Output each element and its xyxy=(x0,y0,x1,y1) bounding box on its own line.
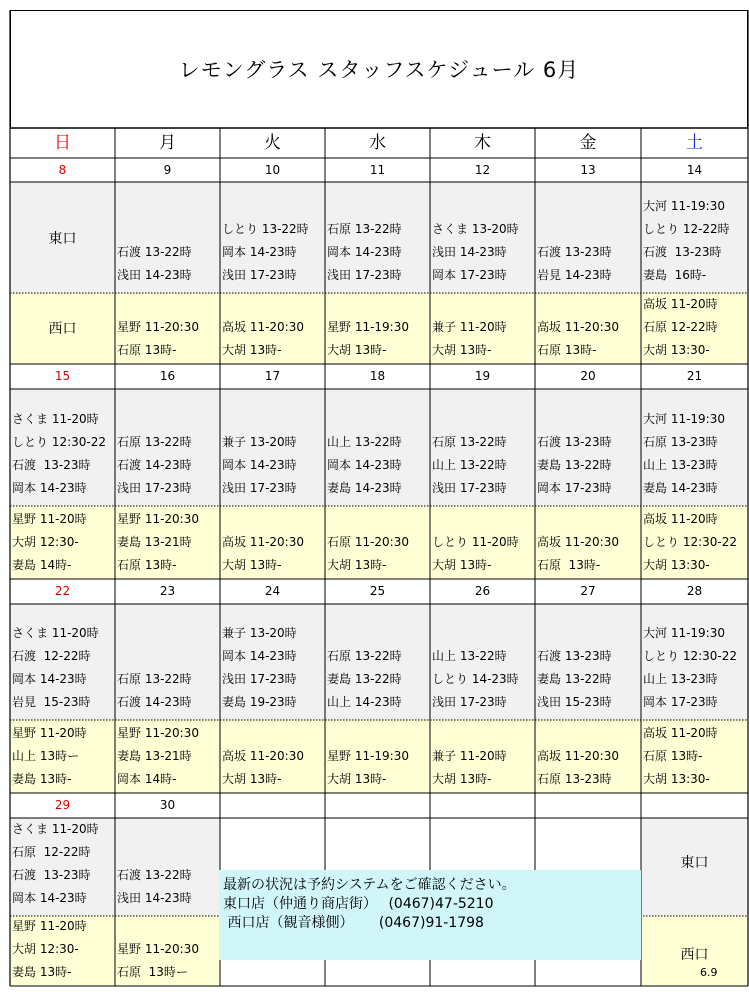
date-number: 13 xyxy=(580,163,596,177)
weekday-header: 金 xyxy=(579,133,597,153)
shift-entry: 山上 14-23時 xyxy=(327,695,402,709)
date-number: 17 xyxy=(264,369,281,383)
shift-entry: 高坂 11-20:30 xyxy=(222,535,304,549)
shift-entry: 兼子 13-20時 xyxy=(222,435,297,449)
shift-entry: 石原 13時- xyxy=(537,343,597,357)
shift-entry: 高坂 11-20時 xyxy=(643,297,718,311)
date-number: 27 xyxy=(580,584,596,598)
shift-entry: 石渡 13-23時 xyxy=(537,245,612,259)
shift-entry: 岡本 14-23時 xyxy=(222,649,297,663)
location-east-label: 東口 xyxy=(48,231,77,247)
shift-entry: 石原 13-22時 xyxy=(327,222,402,236)
shift-entry: 浅田 15-23時 xyxy=(537,695,612,709)
weekday-header: 木 xyxy=(474,133,491,153)
shift-entry: 石渡 13-23時 xyxy=(12,868,91,882)
date-number: 24 xyxy=(264,584,281,598)
shift-entry: 浅田 17-23時 xyxy=(432,695,507,709)
date-number: 15 xyxy=(54,369,71,383)
date-number xyxy=(325,793,430,817)
shift-entry: 岡本 17-23時 xyxy=(643,695,718,709)
shift-entry: 石原 11-20:30 xyxy=(327,535,409,549)
shift-entry: 星野 11-20時 xyxy=(12,726,87,740)
shift-entry: 岡本 14時- xyxy=(117,772,177,786)
shift-entry: 星野 11-20:30 xyxy=(117,320,199,334)
date-number xyxy=(430,793,535,817)
shift-entry: 大河 11-19:30 xyxy=(643,199,725,213)
shift-entry: 大胡 12:30- xyxy=(12,535,79,549)
shift-entry: 岡本 14-23時 xyxy=(327,458,402,472)
date-number: 10 xyxy=(264,163,281,177)
shift-entry: 妻島 13-22時 xyxy=(537,672,612,686)
shift-entry: 浅田 17-23時 xyxy=(432,481,507,495)
shift-entry: 高坂 11-20時 xyxy=(643,726,718,740)
date-number xyxy=(535,793,641,817)
shift-entry: 星野 11-20時 xyxy=(12,512,87,526)
shift-entry: 星野 11-19:30 xyxy=(327,320,409,334)
shift-entry: 妻島 13-21時 xyxy=(117,535,192,549)
shift-entry: 山上 13-23時 xyxy=(643,672,718,686)
shift-entry: 石原 13時- xyxy=(643,749,703,763)
weekday-header: 水 xyxy=(369,133,386,153)
shift-entry: 大河 11-19:30 xyxy=(643,412,725,426)
shift-entry: 石渡 13-23時 xyxy=(537,649,612,663)
shift-entry: 妻島 13-22時 xyxy=(537,458,612,472)
date-number: 8 xyxy=(58,163,67,177)
shift-entry: 石原 13-23時 xyxy=(537,772,612,786)
date-number: 23 xyxy=(159,584,176,598)
shift-entry: 大胡 12:30- xyxy=(12,942,79,956)
shift-entry: 石渡 13-23時 xyxy=(537,435,612,449)
shift-entry: 大胡 13時- xyxy=(432,772,492,786)
shift-entry: 兼子 11-20時 xyxy=(432,320,507,334)
date-number: 9 xyxy=(163,163,172,177)
shift-entry: 大胡 13時- xyxy=(327,772,387,786)
shift-entry: しとり 12:30-22 xyxy=(12,435,106,449)
shift-entry: 高坂 11-20:30 xyxy=(537,535,619,549)
shift-entry: しとり 12:30-22 xyxy=(643,535,737,549)
shift-entry: 山上 13時ー xyxy=(12,749,80,763)
weekday-header: 日 xyxy=(54,133,71,153)
shift-entry: 浅田 17-23時 xyxy=(222,481,297,495)
shift-entry: 兼子 13-20時 xyxy=(222,626,297,640)
date-number: 11 xyxy=(369,163,386,177)
shift-entry: 岡本 17-23時 xyxy=(432,268,507,282)
shift-entry: 山上 13-22時 xyxy=(432,458,507,472)
shift-entry: 岡本 14-23時 xyxy=(12,481,87,495)
shift-entry: 大河 11-19:30 xyxy=(643,626,725,640)
shift-entry: 浅田 14-23時 xyxy=(117,268,192,282)
shift-entry: 石渡 13-22時 xyxy=(117,868,192,882)
notice-box xyxy=(219,870,641,960)
shift-entry: 高坂 11-20:30 xyxy=(222,320,304,334)
shift-entry: 岡本 14-23時 xyxy=(12,891,87,905)
shift-entry: さくま 11-20時 xyxy=(12,822,99,836)
shift-entry: 石原 12-22時 xyxy=(643,320,718,334)
location-west-label: 西口 xyxy=(48,321,77,337)
shift-entry: 大胡 13時- xyxy=(432,558,492,572)
shift-entry: 石原 13-22時 xyxy=(117,435,192,449)
shift-entry: 大胡 13時- xyxy=(222,772,282,786)
shift-entry: 山上 13-23時 xyxy=(643,458,718,472)
date-number: 25 xyxy=(369,584,386,598)
shift-entry: しとり 12:30-22 xyxy=(643,649,737,663)
weekday-header: 土 xyxy=(686,133,703,153)
shift-entry: 浅田 14-23時 xyxy=(432,245,507,259)
shift-entry: 石渡 13-22時 xyxy=(117,245,192,259)
location-east-label: 東口 xyxy=(680,855,709,871)
shift-entry: 妻島 14時- xyxy=(12,558,72,572)
shift-entry: 兼子 11-20時 xyxy=(432,749,507,763)
shift-entry: しとり 14-23時 xyxy=(432,672,519,686)
shift-entry: 妻島 13-22時 xyxy=(327,672,402,686)
shift-entry: 岡本 14-23時 xyxy=(327,245,402,259)
shift-entry: 星野 11-20:30 xyxy=(117,512,199,526)
shift-entry: 石原 13時ー xyxy=(117,965,188,979)
shift-entry: 石原 13-22時 xyxy=(327,649,402,663)
shift-entry: さくま 11-20時 xyxy=(12,626,99,640)
date-number: 30 xyxy=(159,798,176,812)
date-number: 19 xyxy=(474,369,491,383)
shift-entry: 石原 13時- xyxy=(117,343,177,357)
shift-entry: さくま 13-20時 xyxy=(432,222,519,236)
date-number: 20 xyxy=(580,369,596,383)
shift-entry: 山上 13-22時 xyxy=(327,435,402,449)
date-number: 21 xyxy=(686,369,703,383)
shift-entry: しとり 11-20時 xyxy=(432,535,519,549)
shift-entry: 石原 13時- xyxy=(537,558,601,572)
shift-entry: 岡本 14-23時 xyxy=(222,245,297,259)
shift-entry: 浅田 14-23時 xyxy=(117,891,192,905)
shift-entry: 浅田 17-23時 xyxy=(222,672,297,686)
shift-entry: 妻島 13時- xyxy=(12,965,72,979)
shift-entry: 星野 11-20:30 xyxy=(117,942,199,956)
date-number: 12 xyxy=(474,163,491,177)
weekday-header: 月 xyxy=(159,133,176,153)
shift-entry: 石原 13-23時 xyxy=(643,435,718,449)
shift-entry: さくま 11-20時 xyxy=(12,412,99,426)
shift-entry: 石渡 13-23時 xyxy=(12,458,91,472)
shift-entry: 星野 11-19:30 xyxy=(327,749,409,763)
shift-entry: しとり 13-22時 xyxy=(222,222,309,236)
shift-entry: 高坂 11-20時 xyxy=(643,512,718,526)
shift-entry: 大胡 13時- xyxy=(222,343,282,357)
page-title: レモングラス スタッフスケジュール 6月 xyxy=(10,10,748,128)
shift-entry: 石渡 12-22時 xyxy=(12,649,91,663)
notice-line2: 東口店（仲通り商店街） (0467)47-5210 xyxy=(223,896,494,912)
shift-entry: 大胡 13:30- xyxy=(643,343,710,357)
date-number: 28 xyxy=(686,584,703,598)
shift-entry: 浅田 17-23時 xyxy=(222,268,297,282)
shift-entry: 大胡 13時- xyxy=(222,558,282,572)
notice-line1: 最新の状況は予約システムをご確認ください。 xyxy=(223,877,516,893)
shift-entry: 大胡 13時- xyxy=(327,558,387,572)
version-label: 6.9 xyxy=(700,966,718,979)
date-number: 26 xyxy=(474,584,491,598)
shift-entry: 妻島 13-21時 xyxy=(117,749,192,763)
shift-entry: 妻島 13時- xyxy=(12,772,72,786)
shift-entry: 山上 13-22時 xyxy=(432,649,507,663)
shift-entry: 岩見 15-23時 xyxy=(12,695,91,709)
shift-entry: 岡本 14-23時 xyxy=(222,458,297,472)
date-number: 22 xyxy=(54,584,71,598)
date-number: 29 xyxy=(54,798,71,812)
shift-entry: 妻島 14-23時 xyxy=(327,481,402,495)
shift-entry: 石渡 14-23時 xyxy=(117,695,192,709)
shift-entry: しとり 12-22時 xyxy=(643,222,730,236)
shift-entry: 石原 13時- xyxy=(117,558,177,572)
date-number xyxy=(641,793,748,817)
date-number: 18 xyxy=(369,369,386,383)
shift-entry: 岡本 17-23時 xyxy=(537,481,612,495)
shift-entry: 岩見 14-23時 xyxy=(537,268,612,282)
shift-entry: 大胡 13:30- xyxy=(643,558,710,572)
shift-entry: 星野 11-20時 xyxy=(12,919,87,933)
shift-entry: 石渡 14-23時 xyxy=(117,458,192,472)
shift-entry: 大胡 13:30- xyxy=(643,772,710,786)
shift-entry: 高坂 11-20:30 xyxy=(537,320,619,334)
shift-entry: 大胡 13時- xyxy=(327,343,387,357)
notice-line3: 西口店（観音様側） (0467)91-1798 xyxy=(223,915,484,931)
shift-entry: 妻島 19-23時 xyxy=(222,695,297,709)
shift-entry: 星野 11-20:30 xyxy=(117,726,199,740)
shift-entry: 妻島 14-23時 xyxy=(643,481,718,495)
shift-entry: 石原 12-22時 xyxy=(12,845,91,859)
shift-entry: 浅田 17-23時 xyxy=(327,268,402,282)
shift-entry: 妻島 16時- xyxy=(643,268,707,282)
shift-entry: 浅田 17-23時 xyxy=(117,481,192,495)
shift-entry: 高坂 11-20:30 xyxy=(222,749,304,763)
shift-entry: 石原 13-22時 xyxy=(117,672,192,686)
shift-entry: 岡本 14-23時 xyxy=(12,672,87,686)
location-west-label: 西口 xyxy=(680,947,709,963)
date-number: 14 xyxy=(686,163,703,177)
weekday-header: 火 xyxy=(264,133,281,153)
shift-entry: 高坂 11-20:30 xyxy=(537,749,619,763)
shift-entry: 石渡 13-23時 xyxy=(643,245,722,259)
shift-entry: 石原 13-22時 xyxy=(432,435,507,449)
date-number: 16 xyxy=(159,369,176,383)
date-number xyxy=(220,793,325,817)
shift-entry: 大胡 13時- xyxy=(432,343,492,357)
